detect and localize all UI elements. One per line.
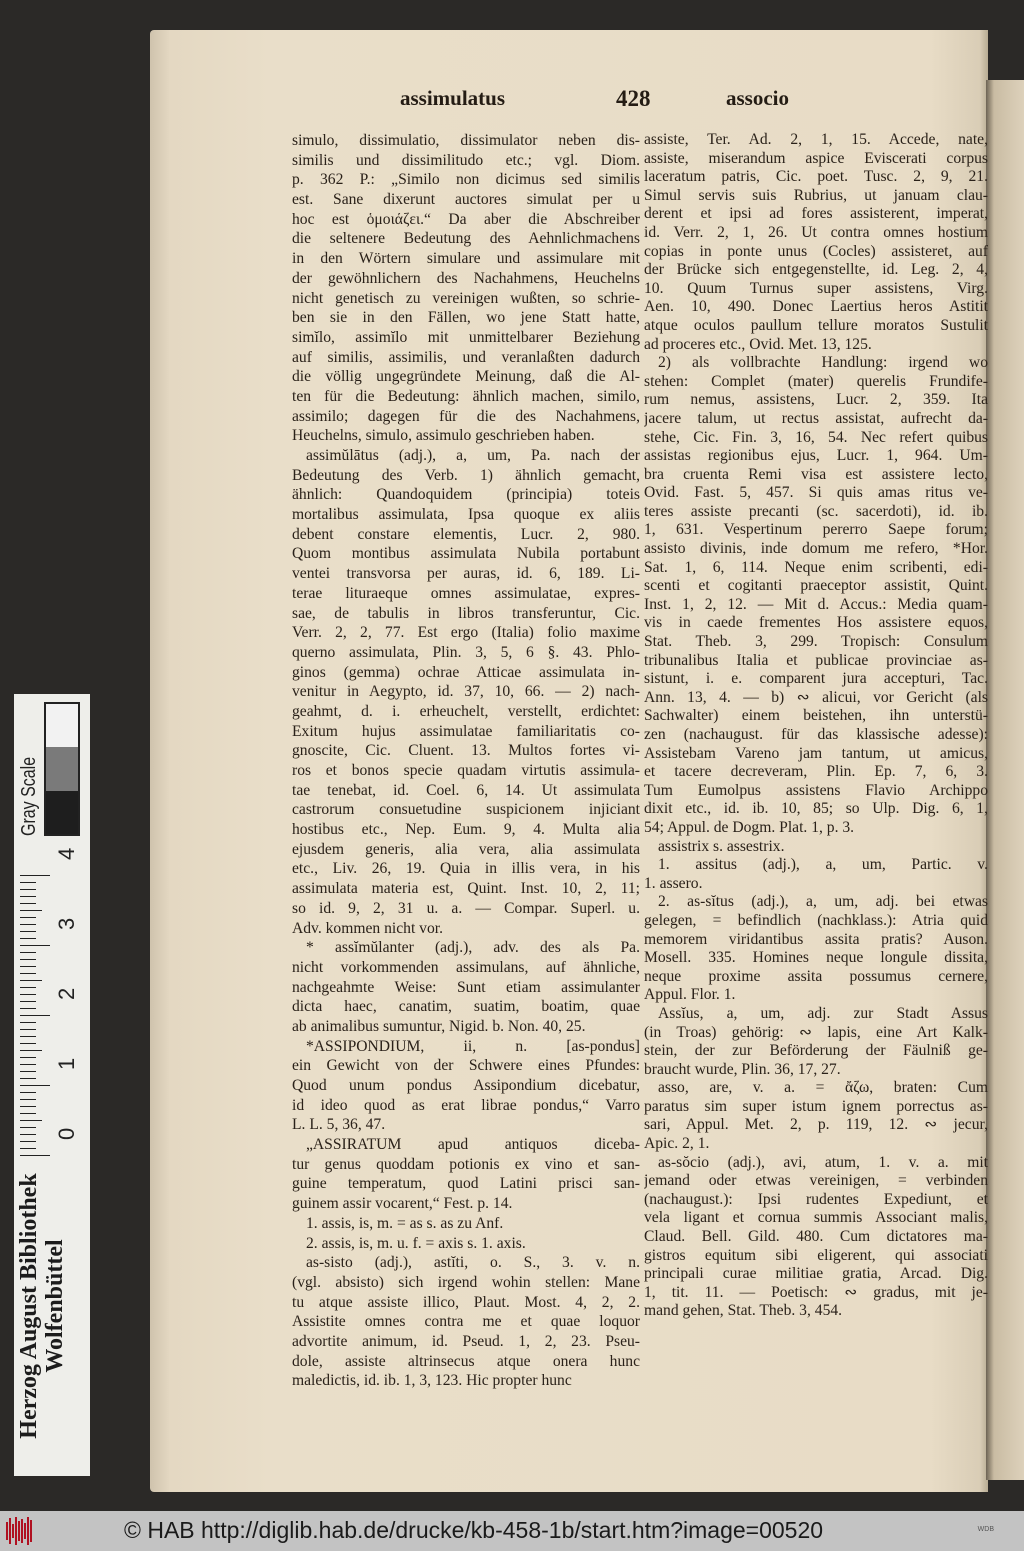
text-line: assisto divinis, inde domum me refero, *Hor. bbox=[644, 540, 988, 558]
text-line: so id. 9, 2, 31 u. a. — Compar. Superl. u. bbox=[292, 899, 640, 917]
text-line: Assĭus, a, um, adj. zur Stadt Assus bbox=[658, 1004, 988, 1022]
ruler-tick bbox=[20, 1113, 36, 1114]
text-line: nachgeahmte Weise: Sunt etiam assimulanter bbox=[292, 978, 640, 996]
logo-bar bbox=[12, 1524, 14, 1538]
text-line: id ideo quod as erat librae pondus,“ Varro bbox=[292, 1096, 640, 1114]
logo-bar bbox=[30, 1520, 32, 1542]
text-line: rum nemus, assistens, Lucr. 2, 359. Ita bbox=[644, 391, 988, 409]
text-line: (vgl. absisto) sich irgend wohin stellen: Mane bbox=[292, 1273, 640, 1291]
text-line: mand gehen, Stat. Theb. 3, 454. bbox=[644, 1302, 843, 1320]
text-line: *ASSIPONDIUM, ii, n. [as-pondus] bbox=[306, 1037, 640, 1055]
library-line-2: Wolfenbüttel bbox=[42, 1239, 68, 1373]
text-line: 1. assis, is, m. = as s. as zu Anf. bbox=[306, 1214, 504, 1232]
text-line: Apic. 2, 1. bbox=[644, 1135, 710, 1153]
text-line: id. Verr. 2, 1, 26. Ut contra omnes hostium bbox=[644, 223, 988, 241]
text-line: Quod unum pondus Assipondium dicebatur, bbox=[292, 1077, 640, 1094]
text-line: ventei transvorsa per auras, id. 6, 189. Li- bbox=[292, 565, 640, 583]
ruler-tick bbox=[20, 1148, 36, 1149]
ruler-tick bbox=[20, 966, 36, 967]
right-text-column bbox=[644, 131, 988, 1321]
ruler-tick bbox=[20, 882, 36, 883]
running-head-right: associo bbox=[726, 86, 789, 110]
text-line: 1, tit. 11. — Poetisch: ∾ gradus, mit je- bbox=[644, 1283, 988, 1301]
text-line: Appul. Flor. 1. bbox=[644, 986, 736, 1004]
text-line: venitur in Aegypto, id. 37, 10, 66. — 2) nach- bbox=[292, 683, 640, 701]
text-line: Exitum hujus assimulatae familiaritatis co- bbox=[292, 722, 640, 740]
text-line: debent constare elementis, Lucr. 2, 980. bbox=[292, 525, 640, 543]
text-line: etc., Liv. 26, 19. Quia in illis vera, in his bbox=[292, 860, 640, 878]
ruler-number: 1 bbox=[54, 1057, 79, 1070]
ruler-tick bbox=[20, 952, 36, 953]
ruler-tick bbox=[20, 987, 36, 988]
ruler-tick bbox=[20, 994, 36, 995]
library-name bbox=[16, 1156, 68, 1456]
footer-bar bbox=[0, 1511, 1024, 1551]
text-line: die seltenere Bedeutung des Aehnlichmachens bbox=[292, 230, 640, 248]
text-line: neque proxime assita possumus cernere, bbox=[644, 967, 988, 985]
text-line: Bedeutung des Verb. 1) ähnlich gemacht, bbox=[292, 466, 640, 484]
text-line: copias in ponte unus (Cocles) assisteret, auf bbox=[644, 242, 988, 260]
text-line: 2. as-sĭtus (adj.), a, um, adj. bei etwas bbox=[658, 893, 988, 911]
text-line: tae tenebat, id. Coel. 6, 14. Ut assimulata bbox=[292, 781, 640, 799]
logo-bar bbox=[21, 1519, 23, 1543]
text-line: assimilo; dagegen für die des Nachahmens, bbox=[292, 407, 640, 425]
ruler-tick bbox=[20, 1029, 36, 1030]
text-line: assiste, Ter. Ad. 2, 1, 15. Accede, nate, bbox=[644, 131, 988, 148]
text-line: Quom montibus assimulata Nubila portabunt bbox=[292, 545, 640, 563]
text-line: zen (nachaugust. für das klassische adesse): bbox=[644, 726, 988, 743]
left-text-column bbox=[292, 131, 640, 1391]
text-line: assiste, miserandum aspice Eviscerati corpus bbox=[644, 149, 988, 167]
text-line: (nachaugust.): Ipsi rudentes Expediunt, et bbox=[644, 1190, 988, 1208]
text-line: L. L. 5, 36, 47. bbox=[292, 1116, 386, 1134]
ruler-tick bbox=[20, 1043, 36, 1044]
text-line: tu atque assiste illico, Plaut. Most. 4, 2, 2. bbox=[292, 1293, 640, 1311]
centimeter-ruler bbox=[20, 856, 50, 1156]
text-line: asso, are, v. a. = ἄζω, braten: Cum bbox=[658, 1079, 988, 1097]
text-line: Mosell. 335. Homines neque longule dissita, bbox=[644, 949, 988, 967]
text-line: der Brücke sich entgegenstellte, id. Leg. 2, 4, bbox=[644, 261, 988, 279]
text-line: sari, Appul. Met. 2, p. 119, 12. ∾ jecur, bbox=[644, 1116, 988, 1134]
text-line: nicht vorkommenden assimulans, auf ähnliche, bbox=[292, 958, 640, 976]
copyright-url[interactable]: © HAB http://diglib.hab.de/drucke/kb-458-1b/start.htm?image=00520 bbox=[124, 1517, 824, 1543]
text-line: ginos (gemma) ochrae Atticae assimulata in- bbox=[292, 663, 640, 681]
ruler-tick bbox=[20, 924, 36, 925]
text-line: 1, 631. Vespertinum pererro Saepe forum; bbox=[644, 521, 988, 539]
text-line: ab animalibus sumuntur, Nigid. b. Non. 40, 25. bbox=[292, 1017, 586, 1035]
text-line: derent et ipsi ad fores assisterent, imperat, bbox=[644, 205, 988, 223]
text-line: dicta haec, canatim, suatim, boatim, quae bbox=[292, 998, 640, 1016]
ruler-tick bbox=[20, 980, 42, 981]
scale-card bbox=[14, 694, 90, 1476]
text-line: est. Sane dixerunt auctores simulat per u bbox=[292, 191, 640, 209]
text-line: Assistite omnes contra me et quae loquor bbox=[292, 1313, 640, 1331]
text-line: paratus sim super istum ignem porrectus as- bbox=[644, 1097, 988, 1115]
logo-bar bbox=[9, 1518, 11, 1544]
ruler-tick bbox=[20, 910, 42, 911]
ruler-tick bbox=[20, 1050, 42, 1051]
text-line: ad proceres etc., Ovid. Met. 13, 125. bbox=[644, 335, 872, 353]
text-line: jacere talum, ut rectus assistat, aufrecht da- bbox=[644, 409, 988, 427]
running-head-left: assimulatus bbox=[400, 86, 506, 110]
text-line: ein Gewicht von der Schwere eines Pfundes: bbox=[292, 1057, 640, 1075]
text-line: bra cruenta Remi visa est assistere lecto, bbox=[644, 465, 988, 483]
text-line: gnoscite, Cic. Cluent. 13. Multos fortes vi- bbox=[292, 742, 640, 760]
text-line: assistrix s. assestrix. bbox=[658, 837, 785, 855]
text-line: assistas regionibus ejus, Lucr. 1, 964. Um- bbox=[644, 447, 988, 465]
text-line: guinem assir vocarent,“ Fest. p. 14. bbox=[292, 1195, 513, 1213]
ruler-number: 3 bbox=[54, 917, 79, 930]
text-line: stehen: Complet (mater) querelis Frundife- bbox=[644, 372, 988, 390]
ruler-tick bbox=[20, 1071, 36, 1072]
text-line: Verr. 2, 2, 77. Est ergo (Italia) folio maxime bbox=[292, 624, 640, 642]
text-line: teres assiste precanti (sc. sacerdoti), id. ib. bbox=[644, 502, 988, 520]
ruler-tick bbox=[20, 1134, 36, 1135]
text-line: ejusdem generis, alia vera, alia assimulata bbox=[292, 840, 640, 858]
text-line: „ASSIRATUM apud antiquos diceba- bbox=[306, 1136, 640, 1154]
ruler-tick bbox=[20, 896, 36, 897]
text-line: advortite animum, id. Pseud. 1, 2, 23. Pseu- bbox=[292, 1332, 640, 1350]
adjacent-page-edge bbox=[986, 80, 1024, 1480]
text-line: memorem viridantibus assita pratis? Auson. bbox=[644, 930, 988, 948]
text-line: die völlig ungegründete Meinung, daß die Al- bbox=[292, 368, 640, 386]
ruler-number: 2 bbox=[54, 987, 79, 1000]
text-line: gelegen, = befindlich (nachklass.): Atria quid bbox=[644, 911, 988, 929]
ruler-tick bbox=[20, 889, 36, 890]
text-line: tur genus quoddam potionis ex vino et san- bbox=[292, 1155, 640, 1173]
logo-bar bbox=[6, 1522, 8, 1540]
text-line: querno assimulata, Plin. 3, 5, 6 §. 43. Phlo- bbox=[292, 643, 640, 661]
text-line: sistunt, i. e. comparent jura accepturi, Tac. bbox=[644, 670, 988, 688]
text-line: 54; Appul. de Dogm. Plat. 1, p. 3. bbox=[644, 818, 855, 836]
text-line: castrorum consuetudine suspicionem injiciant bbox=[292, 801, 640, 819]
ruler-tick bbox=[20, 959, 36, 960]
ruler-tick bbox=[20, 875, 50, 876]
ruler-tick bbox=[20, 1057, 36, 1058]
text-line: ros et bonos specie quadam virtutis assimula- bbox=[292, 762, 640, 779]
text-line: Assistebam Vareno jam tantum, ut amicus, bbox=[644, 744, 988, 762]
text-line: auf similis, assimilis, und veranlaßten dadurch bbox=[292, 348, 640, 366]
ruler-tick bbox=[20, 945, 50, 946]
text-line: in den Wörtern simulare und assimulare mit bbox=[292, 250, 640, 268]
ruler-tick bbox=[20, 1127, 36, 1128]
ruler-tick bbox=[20, 1078, 36, 1079]
text-line: ten für die Bedeutung: ähnlich machen, similo, bbox=[292, 387, 640, 405]
logo-bar bbox=[18, 1521, 20, 1541]
ruler-tick bbox=[20, 1106, 36, 1107]
ruler-tick bbox=[20, 1099, 36, 1100]
text-line: Inst. 1, 2, 12. — Mit d. Accus.: Media quam- bbox=[644, 595, 988, 613]
text-line: Heuchelns, simulo, assimulo geschrieben haben. bbox=[292, 427, 595, 445]
ruler-tick bbox=[20, 1092, 36, 1093]
text-line: simulo, dissimulatio, dissimulator neben dis- bbox=[292, 132, 640, 149]
ruler-tick bbox=[20, 1036, 36, 1037]
ruler-tick bbox=[20, 1155, 50, 1156]
text-line: dixit etc., id. ib. 10, 85; so Ulp. Dig. 6, 1, bbox=[644, 800, 988, 818]
text-line: simĭlo, assimĭlo mit unmittelbarer Beziehung bbox=[292, 328, 640, 346]
ruler-number: 4 bbox=[54, 847, 79, 860]
text-line: stein, der zur Beförderung der Fäulniß ge- bbox=[644, 1042, 988, 1060]
ruler-tick bbox=[20, 1085, 50, 1086]
gray-swatch bbox=[46, 791, 78, 834]
text-line: der gewöhnlichern des Nachahmens, Heuchelns bbox=[292, 269, 640, 287]
text-line: 2) als vollbrachte Handlung: irgend wo bbox=[658, 354, 988, 372]
text-line: ähnlich: Quandoquidem (principia) toteis bbox=[292, 486, 640, 504]
gray-scale-swatches bbox=[44, 702, 80, 836]
text-line: jemand oder etwas vereinigen, = verbinden bbox=[644, 1172, 988, 1190]
text-line: Sat. 1, 6, 114. Neque enim scribenti, edi- bbox=[644, 558, 988, 576]
gray-scale-label: Gray Scale bbox=[18, 756, 40, 836]
ruler-tick bbox=[20, 1022, 36, 1023]
ruler-number: 0 bbox=[54, 1127, 79, 1140]
hab-logo-icon bbox=[6, 1517, 32, 1545]
ruler-tick bbox=[20, 1120, 42, 1121]
text-line: geahmt, d. i. erheuchelt, verstellt, erdichtet: bbox=[292, 702, 640, 720]
text-line: 10. Quum Turnus super assistens, Virg. bbox=[644, 279, 988, 297]
text-line: Simul servis suis Rubrius, ut januam clau- bbox=[644, 186, 988, 204]
text-line: braucht wurde, Plin. 36, 17, 27. bbox=[644, 1060, 841, 1078]
text-line: gistros equitum sibi eligerent, qui associati bbox=[644, 1246, 988, 1264]
text-line: vela ligant et cornua summis Associant malis, bbox=[644, 1209, 988, 1227]
text-line: 1. assitus (adj.), a, um, Partic. v. bbox=[658, 856, 988, 874]
text-line: * assĭmŭlanter (adj.), adv. des als Pa. bbox=[306, 939, 640, 957]
gray-swatch bbox=[46, 704, 78, 747]
logo-bar bbox=[24, 1523, 26, 1539]
gray-swatch bbox=[46, 747, 78, 790]
library-line-1: Herzog August Bibliothek bbox=[16, 1173, 42, 1439]
text-line: as-sŏcio (adj.), avi, atum, 1. v. a. mit bbox=[658, 1153, 988, 1171]
ruler-tick bbox=[20, 1141, 36, 1142]
text-line: Tum Eumolpus assistens Flavio Archippo bbox=[644, 781, 988, 799]
text-line: hostibus etc., Nep. Eum. 9, 4. Multa alia bbox=[292, 821, 640, 839]
text-line: 1. assero. bbox=[644, 874, 703, 892]
text-line: (in Troas) gehörig: ∾ lapis, eine Art Kalk- bbox=[644, 1023, 988, 1041]
ruler-tick bbox=[20, 1015, 50, 1016]
ruler-tick bbox=[20, 931, 36, 932]
text-line: assimulata materia est, Quint. Inst. 10, 2, 11; bbox=[292, 880, 640, 898]
text-line: maledictis, id. ib. 1, 3, 123. Hic propter hunc bbox=[292, 1372, 572, 1390]
text-line: scenti et cogitanti praeceptor assistit, Quint. bbox=[644, 577, 988, 595]
text-line: et tacere decreveram, Plin. Ep. 7, 6, 3. bbox=[644, 763, 988, 781]
ruler-tick bbox=[20, 1064, 36, 1065]
text-line: ben sie in den Fällen, wo jene Statt hatte, bbox=[292, 309, 640, 327]
text-line: Sachwalter) einem beistehen, ihn unterstü- bbox=[644, 707, 988, 725]
text-line: similis und dissimilitudo etc.; vgl. Diom. bbox=[292, 151, 640, 169]
text-line: assimŭlātus (adj.), a, um, Pa. nach der bbox=[306, 447, 640, 464]
text-line: guine temperatum, quod Latini prisci san- bbox=[292, 1175, 640, 1193]
text-line: as-sisto (adj.), astĭti, o. S., 3. v. n. bbox=[306, 1254, 640, 1272]
text-line: dole, assiste altrinsecus atque onera hunc bbox=[292, 1352, 640, 1370]
ruler-tick bbox=[20, 1001, 36, 1002]
wdb-badge: WDB bbox=[977, 1526, 994, 1533]
ruler-tick bbox=[20, 973, 36, 974]
ruler-tick bbox=[20, 917, 36, 918]
text-line: Aen. 10, 490. Donec Laertius heros Astitit bbox=[644, 298, 988, 316]
text-line: p. 362 P.: „Similo non dicimus sed similis bbox=[292, 171, 640, 189]
text-line: vis in caede frementes Hos assistere equos, bbox=[644, 614, 988, 632]
text-line: Stat. Theb. 3, 299. Tropisch: Consulum bbox=[644, 633, 988, 651]
text-line: laceratum patris, Cic. poet. Tusc. 2, 9, 21. bbox=[644, 168, 988, 186]
text-line: terae lituraeque omnes assimulatae, expres- bbox=[292, 584, 640, 602]
text-line: sae, de tabulis in libros transferuntur, Cic. bbox=[292, 604, 640, 622]
text-line: Adv. kommen nicht vor. bbox=[292, 919, 444, 937]
logo-bar bbox=[27, 1517, 29, 1545]
ruler-tick bbox=[20, 1008, 36, 1009]
text-line: Claud. Bell. Gild. 480. Cum dictatores ma- bbox=[644, 1228, 988, 1246]
text-line: stehe, Cic. Fin. 3, 16, 54. Nec refert quibus bbox=[644, 428, 988, 446]
text-line: tribunalibus Italia et publicae provinciae as- bbox=[644, 651, 988, 669]
ruler-tick bbox=[20, 903, 36, 904]
ruler-tick bbox=[20, 938, 36, 939]
text-line: mortalibus assimulata, Ipsa quoque ex aliis bbox=[292, 506, 640, 524]
text-line: 2. assis, is, m. u. f. = axis s. 1. axis. bbox=[306, 1234, 526, 1252]
text-line: atque oculos paullum tellure moratos Sustulit bbox=[644, 316, 988, 334]
text-line: principali curae militiae gratia, Arcad. Dig. bbox=[644, 1265, 988, 1283]
page-number: 428 bbox=[616, 86, 651, 111]
text-line: hoc est ὁμοιάζει.“ Da aber die Abschreiber bbox=[292, 210, 640, 228]
logo-bar bbox=[15, 1517, 17, 1545]
text-line: Ann. 13, 4. — b) ∾ alicui, vor Gericht (als bbox=[644, 688, 988, 706]
text-line: nicht genetisch zu vereinigen wußten, so schrie- bbox=[292, 289, 640, 307]
text-line: Ovid. Fast. 5, 457. Si quis amas ritus ve- bbox=[644, 484, 988, 502]
